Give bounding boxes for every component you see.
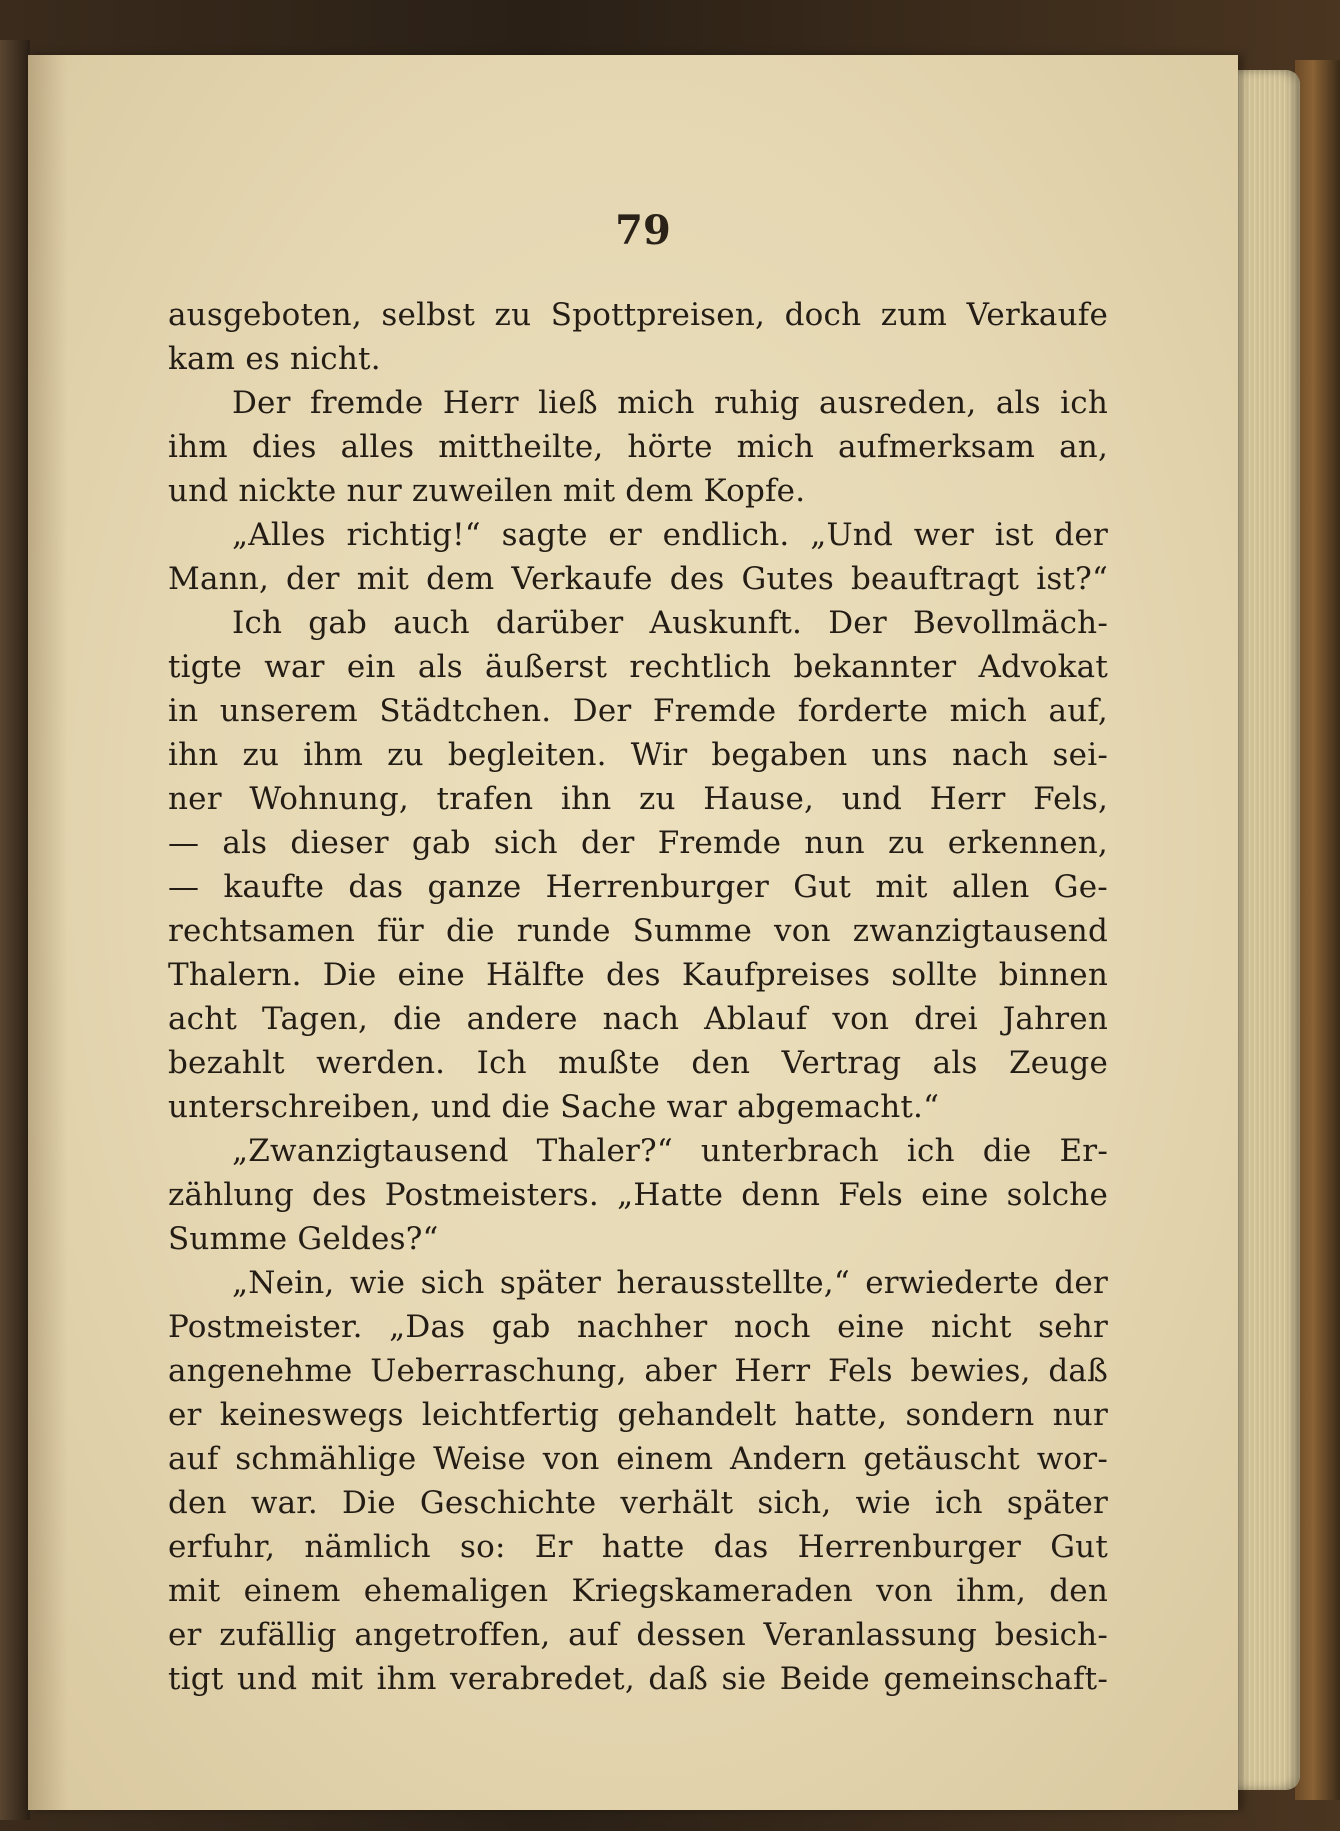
text-line: „Alles richtig!“ sagte er endlich. „Und wer ist der [232,517,1108,553]
text-line: mit einem ehemaligen Kriegskameraden von ihm, den [168,1573,1108,1609]
text-line: in unserem Städtchen. Der Fremde forderte mich auf, [168,693,1108,729]
text-line: „Nein, wie sich später herausstellte,“ erwiederte der [232,1265,1108,1301]
text-line: rechtsamen für die runde Summe von zwanzigtausend [168,913,1108,949]
text-line: und nickte nur zuweilen mit dem Kopfe. [168,473,806,509]
text-line: Ich gab auch darüber Auskunft. Der Bevollmäch- [232,605,1108,641]
text-line: ner Wohnung, trafen ihn zu Hause, und Herr Fels, [168,781,1108,817]
text-line: acht Tagen, die andere nach Ablauf von drei Jahren [168,1001,1108,1037]
text-line: den war. Die Geschichte verhält sich, wie ich später [168,1485,1108,1521]
text-line: unterschreiben, und die Sache war abgemacht.“ [168,1089,940,1125]
text-line: Mann, der mit dem Verkaufe des Gutes beauftragt ist?“ [168,561,1108,597]
text-line: ausgeboten, selbst zu Spottpreisen, doch zum Verkaufe [168,297,1108,333]
text-line: kam es nicht. [168,341,381,377]
text-line: er keineswegs leichtfertig gehandelt hatte, sondern nur [168,1397,1108,1433]
text-line: zählung des Postmeisters. „Hatte denn Fels eine solche [168,1177,1108,1213]
text-line: bezahlt werden. Ich mußte den Vertrag als Zeuge [168,1045,1108,1081]
text-line: ihn zu ihm zu begleiten. Wir begaben uns nach sei- [168,737,1108,773]
book-spine-edge [1295,60,1340,1800]
text-line: tigte war ein als äußerst rechtlich bekannter Advokat [168,649,1108,685]
text-line: angenehme Ueberraschung, aber Herr Fels bewies, daß [168,1353,1108,1389]
text-line: auf schmählige Weise von einem Andern getäuscht wor- [168,1441,1108,1477]
page-number: 79 [615,207,671,254]
page-gutter-shadow [28,55,68,1810]
text-line: tigt und mit ihm verabredet, daß sie Beide gemeinschaft- [168,1661,1108,1697]
text-line: — als dieser gab sich der Fremde nun zu erkennen, [168,825,1108,861]
text-line: — kaufte das ganze Herrenburger Gut mit allen Ge- [168,869,1108,905]
text-line: erfuhr, nämlich so: Er hatte das Herrenburger Gut [168,1529,1108,1565]
text-line: ihm dies alles mittheilte, hörte mich aufmerksam an, [168,429,1108,465]
cover-left-edge [0,40,30,1820]
book-page [28,55,1238,1810]
text-line: Der fremde Herr ließ mich ruhig ausreden, als ich [232,385,1108,421]
body-text [168,293,1108,1701]
text-line: Postmeister. „Das gab nachher noch eine nicht sehr [168,1309,1108,1345]
text-line: Thalern. Die eine Hälfte des Kaufpreises sollte binnen [168,957,1108,993]
text-line: „Zwanzigtausend Thaler?“ unterbrach ich die Er- [232,1133,1108,1169]
text-line: er zufällig angetroffen, auf dessen Veranlassung besich- [168,1617,1108,1653]
text-line: Summe Geldes?“ [168,1221,439,1257]
